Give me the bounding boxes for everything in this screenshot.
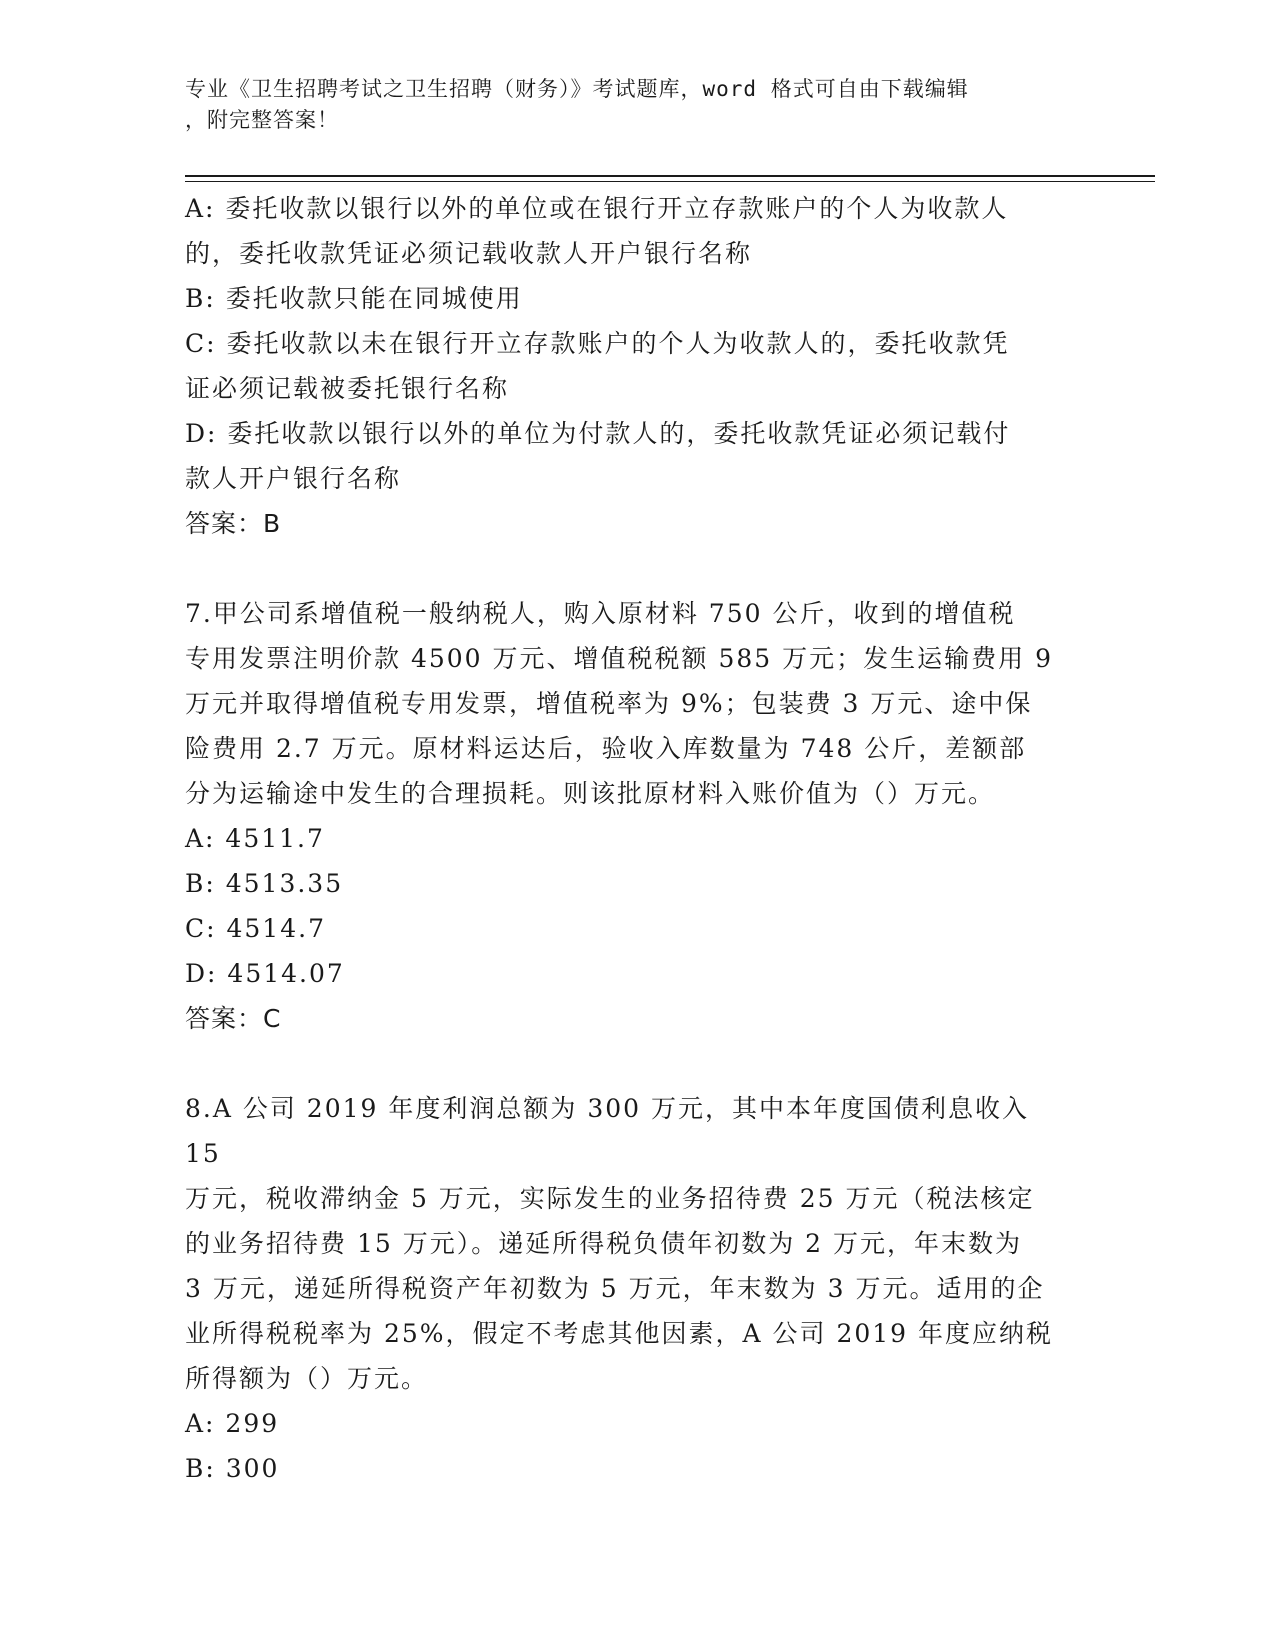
q6-option-line: D: 委托收款以银行以外的单位为付款人的，委托收款凭证必须记载付 bbox=[185, 419, 1011, 448]
q7-option-c: C: 4514.7 bbox=[185, 914, 326, 943]
q8-option-b: B: 300 bbox=[185, 1454, 280, 1483]
q7-option-d: D: 4514.07 bbox=[185, 959, 345, 988]
q7-answer: 答案：C bbox=[185, 1004, 282, 1033]
question-7-block bbox=[185, 591, 1065, 1041]
header-line-2: ，附完整答案！ bbox=[185, 108, 339, 132]
q7-option-a: A: 4511.7 bbox=[185, 824, 325, 853]
spacer bbox=[185, 1041, 1065, 1086]
q7-stem-line: 万元并取得增值税专用发票，增值税率为 9%；包装费 3 万元、途中保 bbox=[185, 689, 1033, 718]
q6-option-line: C: 委托收款以未在银行开立存款账户的个人为收款人的，委托收款凭 bbox=[185, 329, 1010, 358]
header-divider-thick bbox=[185, 175, 1155, 177]
q6-option-line: 证必须记载被委托银行名称 bbox=[185, 374, 510, 403]
q8-stem-line: 3 万元，递延所得税资产年初数为 5 万元，年末数为 3 万元。适用的企 bbox=[185, 1274, 1045, 1303]
q8-stem-line: 的业务招待费 15 万元）。递延所得税负债年初数为 2 万元，年末数为 bbox=[185, 1229, 1023, 1258]
q7-stem-line: 7.甲公司系增值税一般纳税人，购入原材料 750 公斤，收到的增值税 bbox=[185, 599, 1016, 628]
q8-stem-line: 业所得税税率为 25%，假定不考虑其他因素，A 公司 2019 年度应纳税 bbox=[185, 1319, 1054, 1348]
q7-stem-line: 专用发票注明价款 4500 万元、增值税税额 585 万元；发生运输费用 9 bbox=[185, 644, 1053, 673]
spacer bbox=[185, 546, 1065, 591]
question-6-block bbox=[185, 186, 1065, 546]
q8-stem-line: 万元，税收滞纳金 5 万元，实际发生的业务招待费 25 万元（税法核定 bbox=[185, 1184, 1035, 1213]
q8-stem-line: 8.A 公司 2019 年度利润总额为 300 万元，其中本年度国债利息收入 15 bbox=[185, 1094, 1039, 1168]
header-divider-thin bbox=[185, 181, 1155, 182]
q6-option-line: 款人开户银行名称 bbox=[185, 464, 402, 493]
q7-stem-line: 分为运输途中发生的合理损耗。则该批原材料入账价值为（）万元。 bbox=[185, 779, 996, 808]
q6-option-line: 的，委托收款凭证必须记载收款人开户银行名称 bbox=[185, 239, 753, 268]
q6-option-line: B: 委托收款只能在同城使用 bbox=[185, 284, 523, 313]
document-body bbox=[185, 186, 1065, 1491]
q8-stem-line: 所得额为（）万元。 bbox=[185, 1364, 429, 1393]
header-line-1: 专业《卫生招聘考试之卫生招聘（财务）》考试题库，word 格式可自由下载编辑 bbox=[185, 77, 969, 101]
q6-answer: 答案：B bbox=[185, 509, 282, 538]
q7-stem-line: 险费用 2.7 万元。原材料运达后，验收入库数量为 748 公斤，差额部 bbox=[185, 734, 1027, 763]
q6-option-line: A: 委托收款以银行以外的单位或在银行开立存款账户的个人为收款人 bbox=[185, 194, 1009, 223]
q8-option-a: A: 299 bbox=[185, 1409, 280, 1438]
document-header bbox=[185, 74, 1065, 136]
q7-option-b: B: 4513.35 bbox=[185, 869, 344, 898]
question-8-block bbox=[185, 1086, 1065, 1491]
